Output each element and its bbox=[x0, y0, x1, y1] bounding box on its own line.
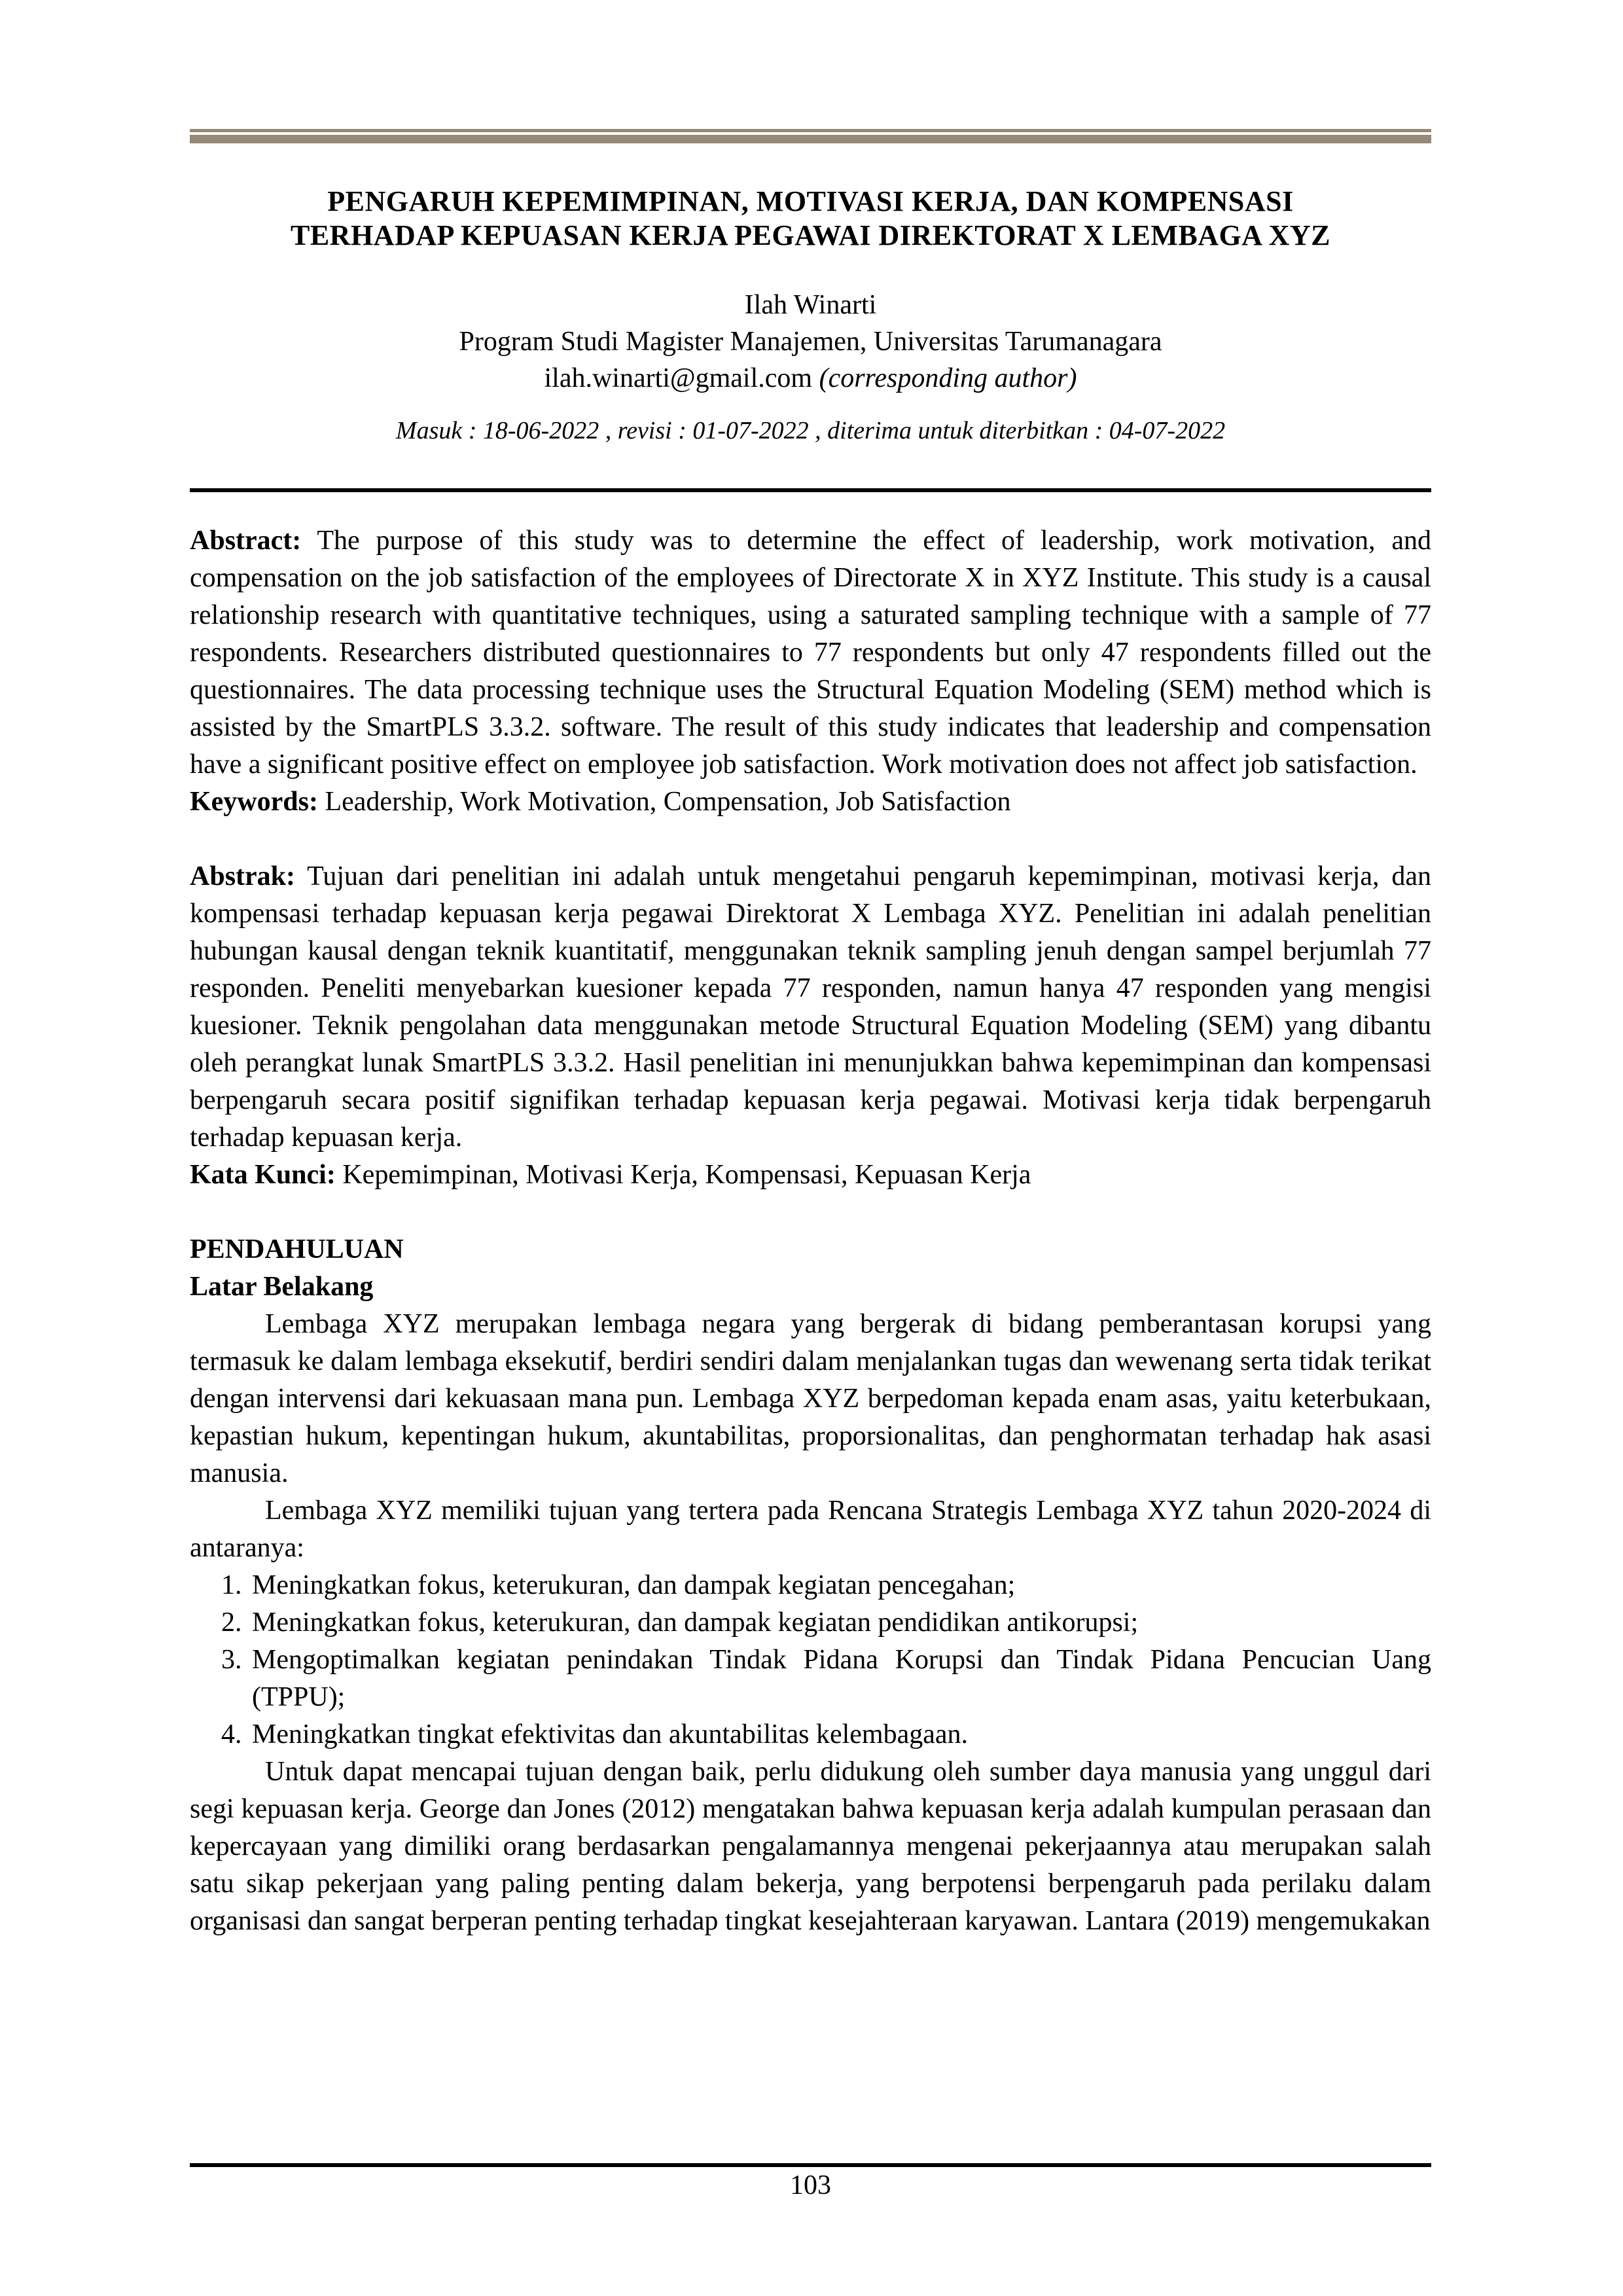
list-item bbox=[190, 1641, 1431, 1716]
keywords-text: Leadership, Work Motivation, Compensation, Job Satisfaction bbox=[325, 787, 1011, 817]
footer-rule bbox=[190, 2163, 1431, 2167]
email-address: ilah.winarti@gmail.com bbox=[544, 363, 813, 393]
email-note: (corresponding author) bbox=[819, 363, 1077, 393]
kata-kunci-text: Kepemimpinan, Motivasi Kerja, Kompensasi, Kepuasan Kerja bbox=[342, 1160, 1031, 1190]
abstract-id-label: Abstrak: bbox=[190, 861, 296, 891]
section-heading-pendahuluan: PENDAHULUAN bbox=[190, 1234, 404, 1265]
page-content bbox=[190, 0, 1431, 1940]
list-item-number: 2. bbox=[221, 1607, 242, 1638]
list-item-text: Mengoptimalkan kegiatan penindakan Tindak Pidana Korupsi dan Tindak Pidana Pencucian Uang (TPPU); bbox=[252, 1645, 1431, 1712]
kata-kunci-label: Kata Kunci: bbox=[190, 1160, 336, 1190]
paper-title-line2: TERHADAP KEPUASAN KERJA PEGAWAI DIREKTORAT X LEMBAGA XYZ bbox=[290, 219, 1330, 251]
kata-kunci-line bbox=[190, 1157, 1431, 1194]
list-item-text: Meningkatkan fokus, keterukuran, dan dampak kegiatan pendidikan antikorupsi; bbox=[252, 1607, 1139, 1638]
intro-paragraph-1: Lembaga XYZ merupakan lembaga negara yang bergerak di bidang pemberantasan korupsi yang termasuk ke dalam lembaga eksekutif, berdiri sendiri dalam menjalankan tugas dan wewenang serta tidak terikat dengan intervensi dari kekuasaan mana pun. Lembaga XYZ berpedoman kepada enam asas, yaitu keterbukaan, kepastian hukum, kepentingan hukum, akuntabilitas, proporsionalitas, dan penghormatan terhadap hak asasi manusia. bbox=[190, 1309, 1431, 1488]
list-item-number: 3. bbox=[221, 1645, 242, 1675]
abstract-id-text: Tujuan dari penelitian ini adalah untuk mengetahui pengaruh kepemimpinan, motivasi kerja, dan kompensasi terhadap kepuasan kerja pegawai Direktorat X Lembaga XYZ. Penelitian ini adalah penelitian hubungan kausal dengan teknik kuantitatif, menggunakan teknik sampling jenuh dengan sampel berjumlah 77 responden. Peneliti menyebarkan kuesioner kepada 77 responden, namun hanya 47 responden yang mengisi kuesioner. Teknik pengolahan data menggunakan metode Structural Equation Modeling (SEM) yang dibantu oleh perangkat lunak SmartPLS 3.3.2. Hasil penelitian ini menunjukkan bahwa kepemimpinan dan kompensasi berpengaruh secara positif signifikan terhadap kepuasan kerja pegawai. Motivasi kerja tidak berpengaruh terhadap kepuasan kerja. bbox=[190, 861, 1431, 1153]
email-line bbox=[190, 360, 1431, 397]
abstract-en-text: The purpose of this study was to determine the effect of leadership, work motivation, and compensation on the job satisfaction of the employees of Directorate X in XYZ Institute. This study is a causal relationship research with quantitative techniques, using a saturated sampling technique with a sample of 77 respondents. Researchers distributed questionnaires to 77 respondents but only 47 respondents filled out the questionnaires. The data processing technique uses the Structural Equation Modeling (SEM) method which is assisted by the SmartPLS 3.3.2. software. The result of this study indicates that leadership and compensation have a significant positive effect on employee job satisfaction. Work motivation does not affect job satisfaction. bbox=[190, 526, 1431, 780]
author-name: Ilah Winarti bbox=[744, 290, 877, 320]
keywords-label: Keywords: bbox=[190, 787, 318, 817]
abstract-en-paragraph bbox=[190, 522, 1431, 783]
paper-title bbox=[190, 185, 1431, 253]
intro-paragraph-2: Lembaga XYZ memiliki tujuan yang tertera pada Rencana Strategis Lembaga XYZ tahun 2020-2024 di antaranya: bbox=[190, 1496, 1431, 1563]
intro-paragraph-3: Untuk dapat mencapai tujuan dengan baik, perlu didukung oleh sumber daya manusia yang unggul dari segi kepuasan kerja. George dan Jones (2012) mengatakan bahwa kepuasan kerja adalah kumpulan perasaan dan kepercayaan yang dimiliki orang berdasarkan pengalamannya mengenai pekerjaannya atau merupakan salah satu sikap pekerjaan yang paling penting dalam bekerja, yang berpotensi berpengaruh pada perilaku dalam organisasi dan sangat berperan penting terhadap tingkat kesejahteraan karyawan. Lantara (2019) mengemukakan bbox=[190, 1757, 1431, 1936]
numbered-list bbox=[190, 1567, 1431, 1753]
list-item bbox=[190, 1567, 1431, 1604]
affiliation: Program Studi Magister Manajemen, Universitas Tarumanagara bbox=[459, 327, 1162, 357]
list-item-text: Meningkatkan fokus, keterukuran, dan dampak kegiatan pencegahan; bbox=[252, 1570, 1016, 1600]
abstract-en-label: Abstract: bbox=[190, 526, 302, 556]
subsection-heading-latar-belakang: Latar Belakang bbox=[190, 1272, 374, 1302]
list-item bbox=[190, 1716, 1431, 1753]
list-item-number: 1. bbox=[221, 1570, 242, 1600]
keywords-line bbox=[190, 783, 1431, 821]
list-item-text: Meningkatkan tingkat efektivitas dan akuntabilitas kelembagaan. bbox=[252, 1719, 968, 1749]
header-rule bbox=[190, 488, 1431, 492]
list-item-number: 4. bbox=[221, 1719, 242, 1749]
submission-dates: Masuk : 18-06-2022 , revisi : 01-07-2022 , diterima untuk diterbitkan : 04-07-2022 bbox=[395, 417, 1226, 444]
abstract-id-paragraph bbox=[190, 858, 1431, 1157]
paper-title-line1: PENGARUH KEPEMIMPINAN, MOTIVASI KERJA, DAN KOMPENSASI bbox=[327, 185, 1294, 217]
list-item bbox=[190, 1604, 1431, 1641]
page-number: 103 bbox=[790, 2170, 831, 2200]
